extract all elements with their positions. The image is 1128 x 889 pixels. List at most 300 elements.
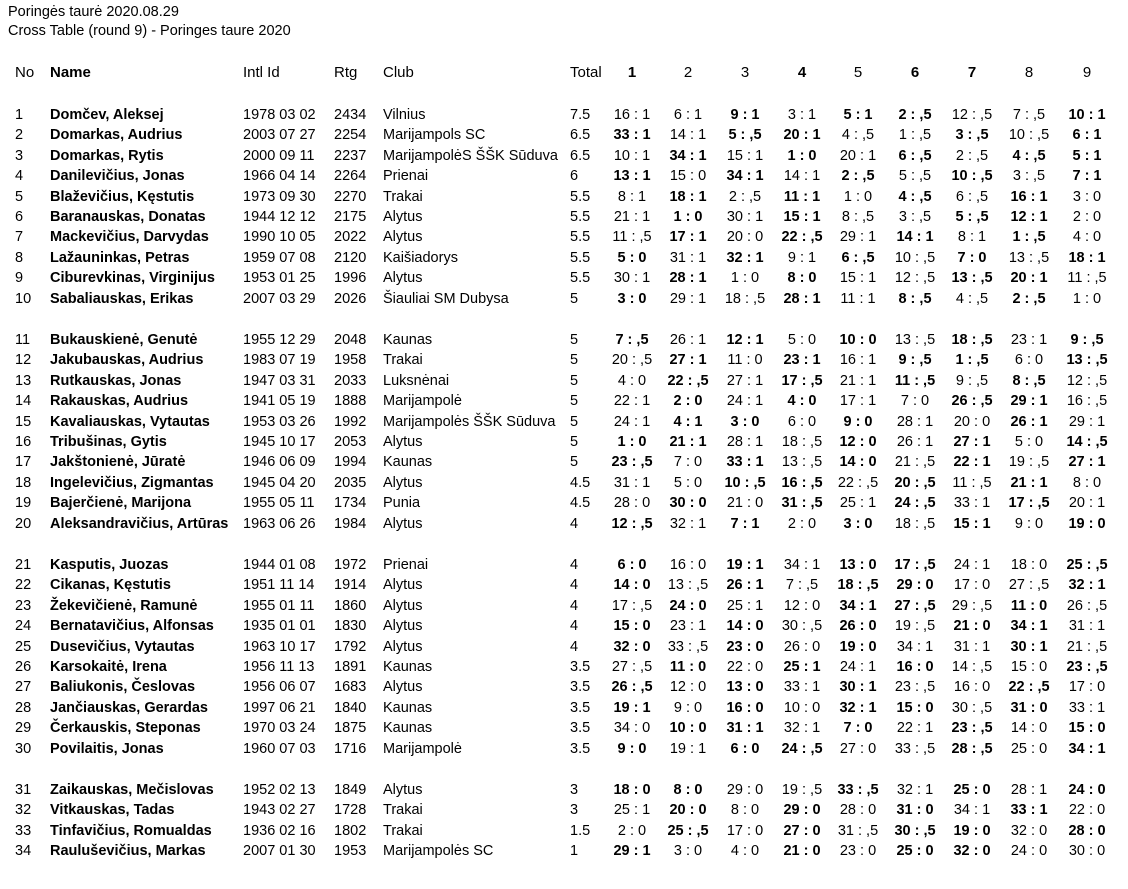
round-result: 6 : 1	[1072, 127, 1102, 144]
round-result: 31 : 1	[669, 249, 707, 266]
round-result: 18 : 1	[669, 188, 707, 205]
round-result: 26 : ,5	[951, 393, 993, 410]
round-result: 7 : ,5	[785, 577, 819, 594]
round-result: 3 : 0	[843, 515, 873, 532]
player-name: Ciburevkinas, Virginijus	[50, 270, 215, 287]
round-result: 34 : 0	[613, 720, 651, 737]
round-result: 34 : 1	[953, 802, 991, 819]
round-result: 3 : 0	[730, 413, 760, 430]
player-total: 5	[570, 290, 579, 307]
round-result: 14 : 0	[613, 577, 651, 594]
round-result: 13 : ,5	[667, 577, 709, 594]
round-result: 10 : 0	[839, 332, 877, 348]
round-result: 34 : 1	[839, 597, 877, 614]
round-result: 9 : ,5	[955, 372, 989, 389]
round-result: 1 : 0	[730, 270, 760, 287]
round-result: 14 : 0	[839, 454, 877, 471]
player-name: Žekevičienė, Ramunė	[50, 597, 198, 614]
player-name: Vitkauskas, Tadas	[50, 802, 175, 819]
player-name: Povilaitis, Jonas	[50, 740, 164, 757]
round-result: 4 : ,5	[841, 127, 875, 144]
player-rating: 1716	[334, 740, 367, 757]
round-result: 22 : 1	[613, 393, 651, 410]
player-intl-id: 2007 03 29	[243, 290, 316, 307]
player-name: Bernatavičius, Alfonsas	[50, 618, 214, 635]
player-club: Trakai	[383, 188, 423, 205]
player-intl-id: 1953 03 26	[243, 413, 316, 430]
row-number: 25	[15, 638, 32, 655]
col-header-club: Club	[383, 64, 414, 81]
player-name: Tinfavičius, Romualdas	[50, 822, 212, 839]
round-result: 10 : 0	[783, 699, 821, 716]
round-result: 15 : 1	[953, 515, 991, 532]
round-result: 33 : 1	[1010, 802, 1048, 819]
round-result: 20 : ,5	[611, 352, 653, 369]
player-name: Domarkas, Audrius	[50, 127, 183, 144]
row-number: 3	[15, 147, 24, 164]
round-result: 15 : 1	[839, 270, 877, 287]
round-result: 19 : 0	[839, 638, 877, 655]
player-rating: 2053	[334, 434, 367, 450]
row-number: 17	[15, 454, 32, 471]
row-number: 19	[15, 495, 32, 512]
round-result: 31 : 1	[953, 638, 991, 655]
row-number: 24	[15, 618, 32, 635]
round-result: 32 : 1	[1068, 577, 1106, 594]
col-header-no: No	[15, 64, 35, 81]
player-intl-id: 1955 01 11	[243, 597, 315, 614]
player-intl-id: 1963 10 17	[243, 638, 316, 655]
row-number: 14	[15, 393, 32, 410]
player-intl-id: 1952 02 13	[243, 782, 316, 798]
player-rating: 2237	[334, 147, 367, 164]
round-result: 23 : ,5	[611, 454, 653, 471]
round-result: 24 : 0	[1068, 782, 1106, 798]
col-header-intl-id: Intl Id	[243, 64, 280, 81]
round-result: 29 : 1	[1068, 413, 1106, 430]
round-result: 34 : 1	[1068, 740, 1106, 757]
round-result: 27 : ,5	[611, 659, 653, 675]
round-result: 17 : 0	[953, 577, 991, 594]
player-club: Kaišiadorys	[383, 249, 458, 266]
player-total: 5.5	[570, 229, 591, 246]
round-result: 24 : 0	[1010, 843, 1048, 860]
row-number: 28	[15, 699, 32, 716]
round-result: 5 : 1	[843, 107, 873, 123]
round-result: 6 : 0	[730, 740, 760, 757]
round-result: 5 : ,5	[898, 168, 932, 185]
round-result: 8 : 1	[957, 229, 987, 246]
round-result: 19 : 0	[953, 822, 991, 839]
round-result: 2 : ,5	[841, 168, 875, 185]
player-intl-id: 1959 07 08	[243, 249, 316, 266]
row-number: 29	[15, 720, 32, 737]
round-result: 21 : 1	[669, 434, 707, 450]
row-number: 27	[15, 679, 32, 696]
round-result: 25 : 1	[613, 802, 651, 819]
round-result: 31 : 1	[726, 720, 764, 737]
player-total: 5	[570, 393, 579, 410]
round-result: 5 : 0	[617, 249, 647, 266]
player-club: Kaunas	[383, 659, 433, 675]
round-result: 6 : ,5	[898, 147, 932, 164]
player-club: Alytus	[383, 474, 423, 491]
round-result: 20 : 1	[783, 127, 821, 144]
round-result: 11 : ,5	[612, 229, 652, 246]
round-result: 23 : 0	[839, 843, 877, 860]
round-result: 17 : 0	[1068, 679, 1106, 696]
player-rating: 1849	[334, 782, 367, 798]
player-total: 3.5	[570, 740, 591, 757]
row-number: 5	[15, 188, 24, 205]
round-result: 14 : 0	[726, 618, 764, 635]
player-name: Jančiauskas, Gerardas	[50, 699, 208, 716]
round-result: 9 : ,5	[1070, 332, 1104, 348]
round-result: 1 : ,5	[955, 352, 989, 369]
round-result: 18 : ,5	[951, 332, 993, 348]
round-result: 18 : 0	[1010, 557, 1048, 573]
col-header-round-5: 5	[853, 64, 863, 81]
round-result: 17 : ,5	[781, 372, 823, 389]
round-result: 4 : 0	[1072, 229, 1102, 246]
round-result: 29 : ,5	[951, 597, 993, 614]
player-intl-id: 1946 06 09	[243, 454, 316, 471]
round-result: 16 : 0	[669, 557, 707, 573]
round-result: 31 : 1	[1068, 618, 1106, 635]
row-number: 12	[15, 352, 32, 369]
round-result: 15 : 1	[726, 147, 764, 164]
round-result: 11 : ,5	[952, 474, 992, 491]
player-intl-id: 2000 09 11	[243, 147, 315, 164]
round-result: 5 : 0	[673, 474, 703, 491]
player-rating: 1792	[334, 638, 367, 655]
round-result: 29 : 1	[1010, 393, 1048, 410]
row-number: 2	[15, 127, 24, 144]
round-result: 10 : ,5	[724, 474, 766, 491]
player-name: Baranauskas, Donatas	[50, 209, 206, 225]
round-result: 15 : 1	[783, 209, 821, 225]
player-total: 5	[570, 332, 579, 348]
round-result: 12 : ,5	[611, 515, 653, 532]
player-total: 4	[570, 557, 579, 573]
round-result: 6 : ,5	[955, 188, 989, 205]
player-name: Dusevičius, Vytautas	[50, 638, 195, 655]
player-name: Mackevičius, Darvydas	[50, 229, 209, 246]
player-name: Tribušinas, Gytis	[50, 434, 167, 450]
round-result: 1 : 0	[1072, 290, 1102, 307]
player-intl-id: 1966 04 14	[243, 168, 316, 185]
player-name: Bukauskienė, Genutė	[50, 332, 198, 348]
round-result: 31 : 0	[896, 802, 934, 819]
round-result: 31 : 0	[1010, 699, 1048, 716]
player-intl-id: 1955 12 29	[243, 332, 316, 348]
round-result: 10 : ,5	[1008, 127, 1050, 144]
player-rating: 1860	[334, 597, 367, 614]
player-club: Kaunas	[383, 720, 433, 737]
round-result: 29 : 1	[839, 229, 877, 246]
round-result: 13 : ,5	[894, 332, 936, 348]
row-number: 10	[15, 290, 32, 307]
round-result: 1 : 0	[617, 434, 647, 450]
player-club: Alytus	[383, 597, 423, 614]
round-result: 15 : 0	[1010, 659, 1048, 675]
round-result: 8 : ,5	[841, 209, 875, 225]
round-result: 5 : 0	[787, 332, 817, 348]
row-number: 33	[15, 822, 32, 839]
player-intl-id: 1955 05 11	[243, 495, 315, 512]
player-total: 5	[570, 352, 579, 369]
player-club: Alytus	[383, 577, 423, 594]
round-result: 16 : 1	[839, 352, 877, 369]
round-result: 30 : ,5	[781, 618, 823, 635]
col-header-round-3: 3	[740, 64, 750, 81]
round-result: 11 : ,5	[894, 372, 936, 389]
round-result: 19 : 1	[726, 557, 764, 573]
round-result: 10 : 1	[1068, 107, 1106, 123]
round-result: 20 : 0	[726, 229, 764, 246]
player-intl-id: 1973 09 30	[243, 188, 316, 205]
player-total: 5.5	[570, 209, 591, 225]
round-result: 27 : 1	[953, 434, 991, 450]
round-result: 1 : ,5	[898, 127, 932, 144]
player-club: Šiauliai SM Dubysa	[383, 290, 509, 307]
player-rating: 2026	[334, 290, 367, 307]
round-result: 18 : ,5	[837, 577, 879, 594]
col-header-round-2: 2	[683, 64, 693, 81]
round-result: 23 : 1	[783, 352, 821, 369]
round-result: 33 : ,5	[837, 782, 879, 798]
round-result: 17 : 1	[839, 393, 877, 410]
player-rating: 2254	[334, 127, 367, 144]
round-result: 14 : 1	[783, 168, 821, 185]
player-rating: 1840	[334, 699, 367, 716]
player-club: Kaunas	[383, 699, 433, 716]
round-result: 2 : ,5	[1012, 290, 1046, 307]
row-number: 21	[15, 557, 32, 573]
round-result: 16 : 0	[953, 679, 991, 696]
round-result: 12 : 0	[669, 679, 707, 696]
round-result: 30 : 1	[613, 270, 651, 287]
round-result: 19 : ,5	[1008, 454, 1050, 471]
row-number: 7	[15, 229, 24, 246]
player-intl-id: 1997 06 21	[243, 699, 316, 716]
round-result: 11 : 0	[669, 659, 707, 675]
round-result: 24 : 1	[613, 413, 651, 430]
player-name: Lažauninkas, Petras	[50, 249, 190, 266]
round-result: 27 : 0	[783, 822, 821, 839]
player-club: Punia	[383, 495, 421, 512]
player-club: Trakai	[383, 352, 423, 369]
round-result: 16 : ,5	[1066, 393, 1108, 410]
round-result: 12 : 1	[1010, 209, 1048, 225]
round-result: 8 : 0	[787, 270, 817, 287]
player-club: Luksnėnai	[383, 372, 450, 389]
round-result: 3 : 0	[673, 843, 703, 860]
player-rating: 2175	[334, 209, 367, 225]
round-result: 25 : 0	[953, 782, 991, 798]
round-result: 21 : 1	[839, 372, 877, 389]
round-result: 12 : ,5	[894, 270, 936, 287]
player-total: 3.5	[570, 720, 591, 737]
round-result: 8 : ,5	[1012, 372, 1046, 389]
round-result: 14 : 0	[1010, 720, 1048, 737]
player-name: Kavaliauskas, Vytautas	[50, 413, 210, 430]
row-number: 32	[15, 802, 32, 819]
player-rating: 2434	[334, 107, 367, 123]
round-result: 32 : 0	[953, 843, 991, 860]
round-result: 17 : ,5	[1008, 495, 1050, 512]
round-result: 6 : 0	[1014, 352, 1044, 369]
round-result: 8 : 0	[1072, 474, 1102, 491]
player-intl-id: 1983 07 19	[243, 352, 316, 369]
player-name: Čerkauskis, Steponas	[50, 720, 201, 737]
round-result: 14 : 1	[896, 229, 934, 246]
round-result: 29 : 1	[613, 843, 651, 860]
round-result: 13 : ,5	[781, 454, 823, 471]
round-result: 2 : 0	[787, 515, 817, 532]
round-result: 3 : 1	[787, 107, 817, 123]
row-number: 13	[15, 372, 32, 389]
round-result: 14 : 1	[669, 127, 707, 144]
player-rating: 2120	[334, 249, 367, 266]
player-rating: 1972	[334, 557, 367, 573]
player-name: Rutkauskas, Jonas	[50, 372, 182, 389]
round-result: 2 : 0	[1072, 209, 1102, 225]
col-header-round-8: 8	[1024, 64, 1034, 81]
player-intl-id: 1963 06 26	[243, 515, 316, 532]
round-result: 30 : ,5	[894, 822, 936, 839]
player-rating: 1891	[334, 659, 367, 675]
row-number: 4	[15, 168, 24, 185]
round-result: 20 : 1	[1068, 495, 1106, 512]
round-result: 25 : 0	[896, 843, 934, 860]
round-result: 7 : ,5	[1012, 107, 1046, 123]
round-result: 30 : 0	[1068, 843, 1106, 860]
round-result: 23 : 1	[1010, 332, 1048, 348]
player-club: Kaunas	[383, 454, 433, 471]
round-result: 10 : 0	[669, 720, 707, 737]
round-result: 33 : 1	[613, 127, 651, 144]
round-result: 9 : 0	[673, 699, 703, 716]
round-result: 23 : ,5	[1066, 659, 1108, 675]
round-result: 23 : 0	[726, 638, 764, 655]
player-rating: 1875	[334, 720, 367, 737]
player-rating: 2264	[334, 168, 367, 185]
player-club: Alytus	[383, 270, 423, 287]
round-result: 4 : 0	[787, 393, 817, 410]
round-result: 29 : 0	[896, 577, 934, 594]
round-result: 18 : ,5	[781, 434, 823, 450]
round-result: 1 : ,5	[1012, 229, 1046, 246]
player-rating: 1683	[334, 679, 367, 696]
round-result: 21 : 0	[783, 843, 821, 860]
player-rating: 1992	[334, 413, 367, 430]
player-total: 3.5	[570, 659, 591, 675]
player-rating: 2022	[334, 229, 367, 246]
round-result: 18 : ,5	[724, 290, 766, 307]
round-result: 2 : 0	[617, 822, 647, 839]
round-result: 26 : 1	[726, 577, 764, 594]
round-result: 5 : 1	[1072, 147, 1102, 164]
round-result: 23 : 1	[669, 618, 707, 635]
player-club: Marijampols SC	[383, 127, 486, 144]
player-intl-id: 1990 10 05	[243, 229, 316, 246]
round-result: 32 : 1	[839, 699, 877, 716]
player-name: Jakštonienė, Jūratė	[50, 454, 186, 471]
player-total: 4	[570, 577, 579, 594]
player-intl-id: 1944 01 08	[243, 557, 316, 573]
round-result: 21 : 0	[726, 495, 764, 512]
round-result: 24 : 1	[726, 393, 764, 410]
player-intl-id: 1956 11 13	[243, 659, 315, 675]
player-total: 5	[570, 372, 579, 389]
round-result: 5 : ,5	[728, 127, 762, 144]
row-number: 23	[15, 597, 32, 614]
player-total: 4.5	[570, 495, 591, 512]
player-name: Jakubauskas, Audrius	[50, 352, 204, 369]
round-result: 12 : 0	[839, 434, 877, 450]
round-result: 28 : 1	[896, 413, 934, 430]
player-club: Alytus	[383, 515, 423, 532]
player-club: Marijampolė	[383, 740, 462, 757]
player-club: Marijampolės SC	[383, 843, 494, 860]
round-result: 23 : ,5	[894, 679, 936, 696]
round-result: 12 : 1	[726, 332, 764, 348]
player-total: 3.5	[570, 699, 591, 716]
round-result: 19 : 1	[613, 699, 651, 716]
player-name: Rakauskas, Audrius	[50, 393, 189, 410]
round-result: 27 : 1	[726, 372, 764, 389]
player-intl-id: 1947 03 31	[243, 372, 316, 389]
round-result: 21 : 0	[953, 618, 991, 635]
round-result: 13 : 0	[726, 679, 764, 696]
round-result: 8 : ,5	[898, 290, 932, 307]
player-rating: 2033	[334, 372, 367, 389]
player-intl-id: 1935 01 01	[243, 618, 316, 635]
player-rating: 1994	[334, 454, 367, 471]
round-result: 18 : 0	[613, 782, 651, 798]
round-result: 19 : 1	[669, 740, 707, 757]
col-header-total: Total	[570, 64, 602, 81]
round-result: 10 : 1	[613, 147, 651, 164]
round-result: 28 : 1	[783, 290, 821, 307]
player-name: Cikanas, Kęstutis	[50, 577, 171, 594]
player-intl-id: 1936 02 16	[243, 822, 316, 839]
round-result: 30 : 1	[1010, 638, 1048, 655]
col-header-round-4: 4	[797, 64, 807, 81]
round-result: 24 : 0	[669, 597, 707, 614]
round-result: 4 : 0	[730, 843, 760, 860]
round-result: 12 : ,5	[1066, 372, 1108, 389]
round-result: 14 : ,5	[951, 659, 993, 675]
round-result: 28 : 1	[1010, 782, 1048, 798]
player-club: Marijampolės ŠŠK Sūduva	[383, 413, 556, 430]
round-result: 32 : 1	[783, 720, 821, 737]
round-result: 32 : 1	[896, 782, 934, 798]
round-result: 4 : ,5	[1012, 147, 1046, 164]
round-result: 24 : ,5	[781, 740, 823, 757]
round-result: 34 : 1	[726, 168, 764, 185]
round-result: 18 : 1	[1068, 249, 1106, 266]
round-result: 34 : 1	[669, 147, 707, 164]
round-result: 27 : ,5	[1008, 577, 1050, 594]
player-intl-id: 2003 07 27	[243, 127, 316, 144]
player-name: Domčev, Aleksej	[50, 107, 164, 123]
round-result: 24 : 1	[839, 659, 877, 675]
round-result: 28 : 0	[839, 802, 877, 819]
round-result: 28 : ,5	[951, 740, 993, 757]
round-result: 34 : 1	[783, 557, 821, 573]
